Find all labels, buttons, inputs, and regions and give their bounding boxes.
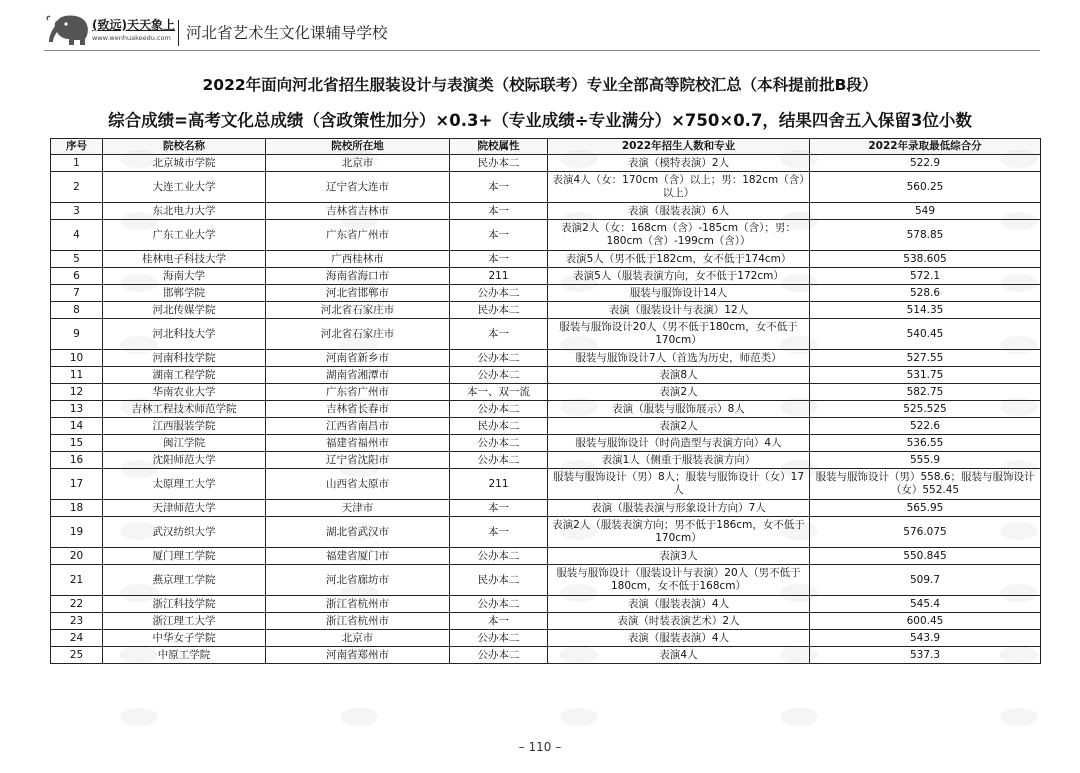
cell-school: 东北电力大学 <box>103 203 266 220</box>
watermark-mark <box>560 708 598 726</box>
table-row <box>51 565 1041 596</box>
cell-index: 6 <box>51 268 103 285</box>
cell-enrollment: 服装与服饰设计14人 <box>548 285 810 302</box>
cell-enrollment: 表演（模特表演）2人 <box>548 155 810 172</box>
cell-min-score: 531.75 <box>810 367 1041 384</box>
cell-enrollment: 服装与服饰设计（时尚造型与表演方向）4人 <box>548 435 810 452</box>
cell-index: 19 <box>51 517 103 548</box>
cell-location: 河南省郑州市 <box>266 647 450 664</box>
table-header-row <box>51 139 1041 155</box>
table-row <box>51 285 1041 302</box>
cell-location: 河北省石家庄市 <box>266 319 450 350</box>
cell-location: 海南省海口市 <box>266 268 450 285</box>
cell-min-score: 514.35 <box>810 302 1041 319</box>
cell-type: 公办本二 <box>450 452 548 469</box>
cell-min-score: 540.45 <box>810 319 1041 350</box>
col-header-type: 院校属性 <box>450 139 548 155</box>
table-row <box>51 435 1041 452</box>
cell-location: 吉林省吉林市 <box>266 203 450 220</box>
cell-min-score: 550.845 <box>810 548 1041 565</box>
cell-min-score: 576.075 <box>810 517 1041 548</box>
cell-index: 12 <box>51 384 103 401</box>
cell-location: 河北省石家庄市 <box>266 302 450 319</box>
page-title: 2022年面向河北省招生服装设计与表演类（校际联考）专业全部高等院校汇总（本科提前批B段） <box>202 76 878 94</box>
cell-location: 北京市 <box>266 630 450 647</box>
cell-min-score: 545.4 <box>810 596 1041 613</box>
watermark-mark <box>1000 708 1038 726</box>
cell-enrollment: 表演（服装表演）4人 <box>548 630 810 647</box>
cell-school: 河北传媒学院 <box>103 302 266 319</box>
cell-location: 福建省福州市 <box>266 435 450 452</box>
cell-school: 河南科技学院 <box>103 350 266 367</box>
table-row <box>51 203 1041 220</box>
cell-index: 2 <box>51 172 103 203</box>
cell-index: 20 <box>51 548 103 565</box>
cell-location: 湖北省武汉市 <box>266 517 450 548</box>
table-row <box>51 268 1041 285</box>
cell-type: 公办本二 <box>450 435 548 452</box>
cell-index: 14 <box>51 418 103 435</box>
cell-type: 民办本二 <box>450 418 548 435</box>
cell-min-score: 527.55 <box>810 350 1041 367</box>
cell-min-score: 543.9 <box>810 630 1041 647</box>
cell-enrollment: 表演（时装表演艺术）2人 <box>548 613 810 630</box>
cell-school: 闽江学院 <box>103 435 266 452</box>
cell-type: 本一、双一流 <box>450 384 548 401</box>
cell-school: 中华女子学院 <box>103 630 266 647</box>
cell-min-score: 578.85 <box>810 220 1041 251</box>
school-name: 河北省艺术生文化课辅导学校 <box>186 24 388 42</box>
table-row <box>51 452 1041 469</box>
table-row <box>51 500 1041 517</box>
table-row <box>51 172 1041 203</box>
cell-enrollment: 表演5人（男不低于182cm，女不低于174cm） <box>548 251 810 268</box>
brand-name[interactable]: (致远)天天象上 <box>92 18 175 32</box>
cell-enrollment: 服装与服饰设计20人（男不低于180cm，女不低于170cm） <box>548 319 810 350</box>
cell-type: 本一 <box>450 220 548 251</box>
header-divider <box>178 20 179 46</box>
cell-enrollment: 表演3人 <box>548 548 810 565</box>
brand-url[interactable]: www.wenhuakeedu.com <box>92 34 171 42</box>
cell-location: 河北省廊坊市 <box>266 565 450 596</box>
cell-min-score: 565.95 <box>810 500 1041 517</box>
cell-location: 辽宁省沈阳市 <box>266 452 450 469</box>
watermark-mark <box>780 708 818 726</box>
col-header-index: 序号 <box>51 139 103 155</box>
cell-min-score: 509.7 <box>810 565 1041 596</box>
cell-school: 中原工学院 <box>103 647 266 664</box>
cell-index: 16 <box>51 452 103 469</box>
cell-school: 桂林电子科技大学 <box>103 251 266 268</box>
table-row <box>51 302 1041 319</box>
cell-school: 邯郸学院 <box>103 285 266 302</box>
cell-school: 浙江理工大学 <box>103 613 266 630</box>
cell-index: 23 <box>51 613 103 630</box>
page-number: – 110 – <box>518 740 562 754</box>
cell-min-score: 536.55 <box>810 435 1041 452</box>
cell-min-score: 522.9 <box>810 155 1041 172</box>
cell-enrollment: 服装与服饰设计7人（首选为历史，师范类） <box>548 350 810 367</box>
cell-location: 广西桂林市 <box>266 251 450 268</box>
cell-index: 4 <box>51 220 103 251</box>
cell-enrollment: 表演8人 <box>548 367 810 384</box>
cell-school: 北京城市学院 <box>103 155 266 172</box>
cell-min-score: 600.45 <box>810 613 1041 630</box>
table-row <box>51 548 1041 565</box>
cell-type: 公办本二 <box>450 647 548 664</box>
cell-enrollment: 表演4人（女：170cm（含）以上；男：182cm（含）以上） <box>548 172 810 203</box>
cell-min-score: 582.75 <box>810 384 1041 401</box>
cell-enrollment: 服装与服饰设计（男）8人；服装与服饰设计（女）17人 <box>548 469 810 500</box>
cell-index: 9 <box>51 319 103 350</box>
cell-type: 211 <box>450 268 548 285</box>
cell-enrollment: 表演（服装表演与形象设计方向）7人 <box>548 500 810 517</box>
col-header-school: 院校名称 <box>103 139 266 155</box>
cell-index: 10 <box>51 350 103 367</box>
cell-min-score: 572.1 <box>810 268 1041 285</box>
header-rule <box>44 50 1040 51</box>
cell-school: 沈阳师范大学 <box>103 452 266 469</box>
cell-index: 15 <box>51 435 103 452</box>
cell-index: 18 <box>51 500 103 517</box>
cell-school: 太原理工大学 <box>103 469 266 500</box>
cell-enrollment: 服装与服饰设计（服装设计与表演）20人（男不低于180cm，女不低于168cm） <box>548 565 810 596</box>
cell-enrollment: 表演（服装设计与表演）12人 <box>548 302 810 319</box>
cell-school: 广东工业大学 <box>103 220 266 251</box>
cell-location: 湖南省湘潭市 <box>266 367 450 384</box>
cell-type: 211 <box>450 469 548 500</box>
cell-min-score: 服装与服饰设计（男）558.6；服装与服饰设计（女）552.45 <box>810 469 1041 500</box>
cell-min-score: 528.6 <box>810 285 1041 302</box>
cell-min-score: 560.25 <box>810 172 1041 203</box>
cell-location: 北京市 <box>266 155 450 172</box>
cell-index: 3 <box>51 203 103 220</box>
cell-enrollment: 表演2人 <box>548 384 810 401</box>
watermark-mark <box>120 708 158 726</box>
cell-index: 22 <box>51 596 103 613</box>
cell-min-score: 525.525 <box>810 401 1041 418</box>
cell-type: 本一 <box>450 319 548 350</box>
cell-location: 广东省广州市 <box>266 220 450 251</box>
cell-type: 本一 <box>450 613 548 630</box>
cell-enrollment: 表演（服装表演）6人 <box>548 203 810 220</box>
table-body <box>51 155 1041 664</box>
table-row <box>51 251 1041 268</box>
cell-min-score: 549 <box>810 203 1041 220</box>
cell-location: 浙江省杭州市 <box>266 613 450 630</box>
cell-enrollment: 表演（服装与服饰展示）8人 <box>548 401 810 418</box>
cell-type: 公办本二 <box>450 630 548 647</box>
table-row <box>51 350 1041 367</box>
cell-index: 25 <box>51 647 103 664</box>
cell-min-score: 555.9 <box>810 452 1041 469</box>
cell-type: 公办本二 <box>450 548 548 565</box>
cell-enrollment: 表演2人 <box>548 418 810 435</box>
cell-type: 本一 <box>450 517 548 548</box>
col-header-enrollment: 2022年招生人数和专业 <box>548 139 810 155</box>
cell-min-score: 537.3 <box>810 647 1041 664</box>
cell-type: 民办本二 <box>450 155 548 172</box>
cell-enrollment: 表演4人 <box>548 647 810 664</box>
cell-type: 本一 <box>450 500 548 517</box>
cell-type: 公办本二 <box>450 596 548 613</box>
cell-type: 公办本二 <box>450 401 548 418</box>
cell-school: 河北科技大学 <box>103 319 266 350</box>
cell-location: 吉林省长春市 <box>266 401 450 418</box>
watermark-mark <box>340 708 378 726</box>
cell-index: 1 <box>51 155 103 172</box>
cell-location: 广东省广州市 <box>266 384 450 401</box>
table-row <box>51 630 1041 647</box>
cell-location: 河北省邯郸市 <box>266 285 450 302</box>
cell-type: 公办本二 <box>450 285 548 302</box>
cell-school: 燕京理工学院 <box>103 565 266 596</box>
table-row <box>51 596 1041 613</box>
table-row <box>51 613 1041 630</box>
cell-enrollment: 表演1人（侧重于服装表演方向） <box>548 452 810 469</box>
table-row <box>51 155 1041 172</box>
cell-index: 17 <box>51 469 103 500</box>
table-row <box>51 469 1041 500</box>
table-row <box>51 220 1041 251</box>
table-row <box>51 367 1041 384</box>
cell-location: 辽宁省大连市 <box>266 172 450 203</box>
cell-school: 大连工业大学 <box>103 172 266 203</box>
cell-min-score: 538.605 <box>810 251 1041 268</box>
cell-type: 公办本二 <box>450 350 548 367</box>
cell-school: 厦门理工学院 <box>103 548 266 565</box>
table-row <box>51 319 1041 350</box>
cell-index: 24 <box>51 630 103 647</box>
cell-school: 天津师范大学 <box>103 500 266 517</box>
table-row <box>51 418 1041 435</box>
cell-location: 浙江省杭州市 <box>266 596 450 613</box>
cell-location: 天津市 <box>266 500 450 517</box>
cell-school: 浙江科技学院 <box>103 596 266 613</box>
cell-index: 7 <box>51 285 103 302</box>
cell-index: 11 <box>51 367 103 384</box>
table-row <box>51 517 1041 548</box>
cell-location: 河南省新乡市 <box>266 350 450 367</box>
page-subtitle-formula: 综合成绩=高考文化总成绩（含政策性加分）×0.3+（专业成绩÷专业满分）×750×0.7，结果四舍五入保留3位小数 <box>108 111 972 130</box>
elephant-logo-icon <box>44 12 92 48</box>
cell-type: 本一 <box>450 251 548 268</box>
cell-enrollment: 表演2人（女：168cm（含）-185cm（含）；男：180cm（含）-199cm（含）） <box>548 220 810 251</box>
cell-type: 民办本二 <box>450 565 548 596</box>
col-header-location: 院校所在地 <box>266 139 450 155</box>
cell-index: 21 <box>51 565 103 596</box>
cell-enrollment: 表演5人（服装表演方向，女不低于172cm） <box>548 268 810 285</box>
college-table <box>50 138 1041 664</box>
page-header <box>44 12 1040 50</box>
cell-location: 福建省厦门市 <box>266 548 450 565</box>
table-row <box>51 647 1041 664</box>
cell-type: 本一 <box>450 203 548 220</box>
cell-enrollment: 表演（服装表演）4人 <box>548 596 810 613</box>
brand <box>92 16 175 42</box>
cell-school: 吉林工程技术师范学院 <box>103 401 266 418</box>
cell-location: 山西省太原市 <box>266 469 450 500</box>
col-header-min-score: 2022年录取最低综合分 <box>810 139 1041 155</box>
cell-school: 海南大学 <box>103 268 266 285</box>
cell-min-score: 522.6 <box>810 418 1041 435</box>
cell-type: 公办本二 <box>450 367 548 384</box>
cell-school: 江西服装学院 <box>103 418 266 435</box>
table-row <box>51 384 1041 401</box>
cell-index: 5 <box>51 251 103 268</box>
cell-school: 武汉纺织大学 <box>103 517 266 548</box>
cell-school: 湖南工程学院 <box>103 367 266 384</box>
cell-location: 江西省南昌市 <box>266 418 450 435</box>
cell-index: 13 <box>51 401 103 418</box>
table-row <box>51 401 1041 418</box>
cell-school: 华南农业大学 <box>103 384 266 401</box>
cell-enrollment: 表演2人（服装表演方向；男不低于186cm，女不低于170cm） <box>548 517 810 548</box>
cell-index: 8 <box>51 302 103 319</box>
cell-type: 民办本二 <box>450 302 548 319</box>
cell-type: 本一 <box>450 172 548 203</box>
